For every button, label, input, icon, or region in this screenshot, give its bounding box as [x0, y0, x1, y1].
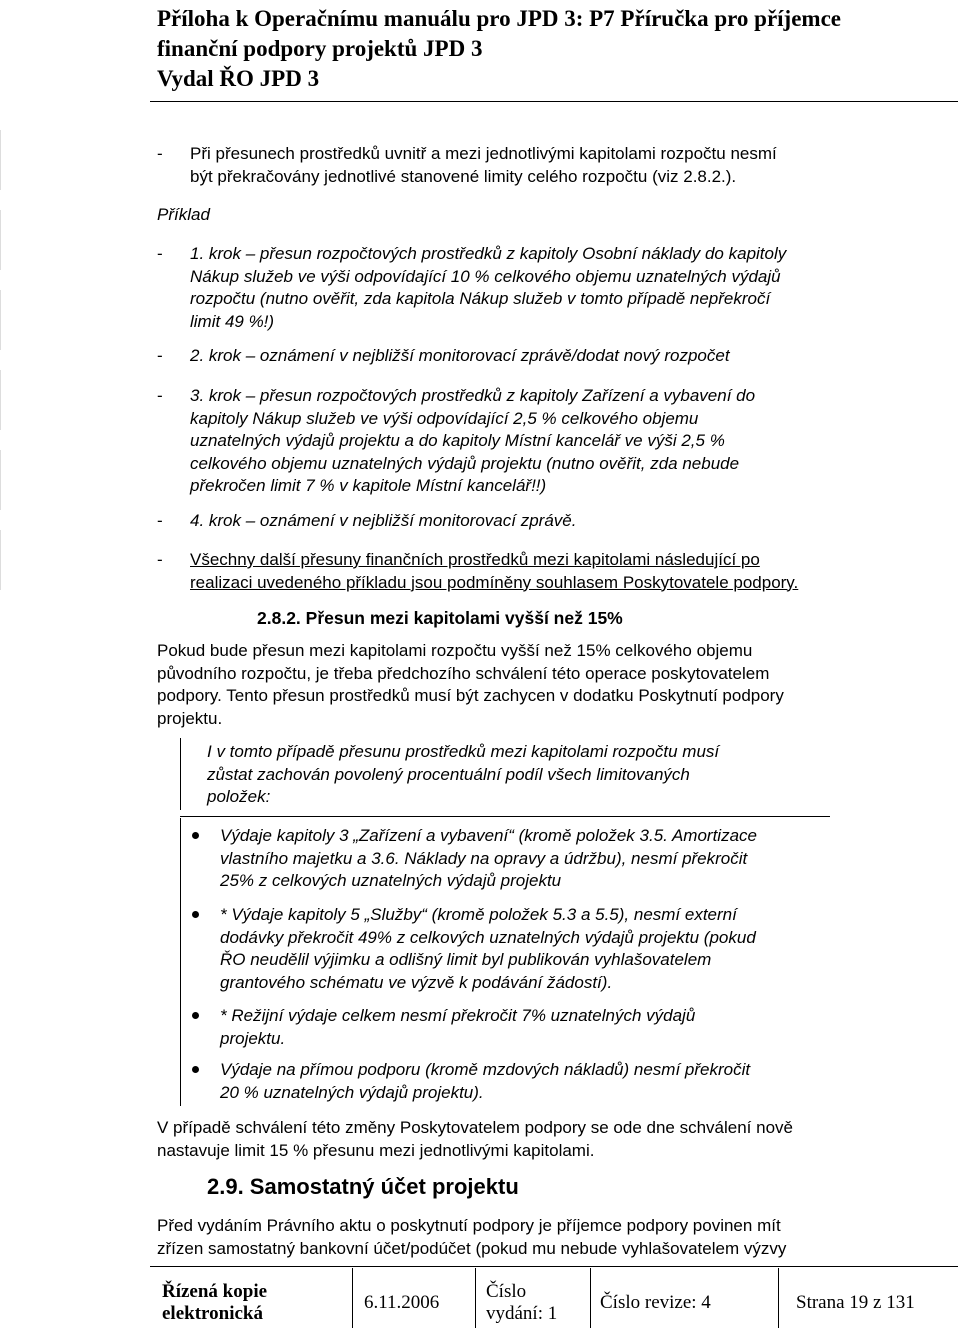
example-title: Příklad	[157, 205, 210, 224]
box-line2: zůstat zachován povolený procentuální podíl všech limitovaných	[207, 764, 690, 784]
box-left-border-upper	[180, 738, 181, 810]
approval-paragraph	[157, 1117, 887, 1162]
footer-date: 6.11.2006	[364, 1292, 440, 1313]
item2-line2: dodávky překročit 49% z celkových uznatelných výdajů projektu (pokud	[220, 927, 756, 947]
dash-marker: -	[157, 511, 163, 530]
footer-divider	[150, 1266, 958, 1267]
box-line1: I v tomto případě přesunu prostředků mezi kapitolami rozpočtu musí	[207, 742, 720, 761]
step1-line1: 1. krok – přesun rozpočtových prostředků z kapitoly Osobní náklady do kapitoly	[190, 244, 787, 263]
bullet-dot	[192, 1066, 199, 1073]
section-2-8-2-paragraph	[157, 640, 887, 730]
after-line1: V případě schválení této změny Poskytovatelem podpory se ode dne schválení nově	[157, 1118, 793, 1137]
example-step4: 4. krok – oznámení v nejbližší monitorovací zprávě.	[190, 511, 577, 530]
limit-item-3	[220, 1005, 830, 1050]
step1-line3: rozpočtu (nutno ověřit, zda kapitola Nákup služeb v tomto případě nepřekročí	[190, 289, 771, 308]
item2-line1: * Výdaje kapitoly 5 „Služby“ (kromě položek 5.3 a 5.5), nesmí externí	[220, 905, 737, 924]
step3-line4: celkového objemu uznatelných výdajů projektu (nutno ověřit, zda nebude	[190, 453, 740, 473]
limit-item-2	[220, 904, 830, 994]
after-line2: nastavuje limit 15 % přesunu mezi jednotlivými kapitolami.	[157, 1140, 595, 1160]
footer-copy-line1: Řízená kopie	[162, 1281, 268, 1302]
s29-line1: Před vydáním Právního aktu o poskytnutí podpory je příjemce podpory povinen mít	[157, 1216, 781, 1235]
limit-item-1	[220, 825, 830, 893]
footer-separator	[352, 1268, 353, 1328]
limits-paragraph	[190, 143, 880, 188]
limits-box-intro	[207, 741, 829, 809]
s282-line2: původního rozpočtu, je třeba předchozího schválení této operace poskytovatelem	[157, 663, 770, 683]
dash-marker: -	[157, 550, 163, 569]
section-heading-2-8-2: 2.8.2. Přesun mezi kapitolami vyšší než 15%	[257, 608, 623, 628]
step3-line5: překročen limit 7 % v kapitole Místní kancelář!!)	[190, 476, 547, 495]
other-transfers-note	[190, 549, 890, 594]
box-separator	[180, 816, 830, 817]
item3-line1: * Režijní výdaje celkem nesmí překročit 7% uznatelných výdajů	[220, 1006, 696, 1025]
step1-line4: limit 49 %!)	[190, 311, 275, 331]
footer-issue-number	[486, 1281, 557, 1325]
item4-line1: Výdaje na přímou podporu (kromě mzdových nákladů) nesmí překročit	[220, 1060, 751, 1079]
s29-line2: zřízen samostatný bankovní účet/podúčet (pokud mu nebude vyhlašovatelem výzvy	[157, 1238, 787, 1258]
limit-item-4	[220, 1059, 830, 1104]
footer-copy-line2: elektronická	[162, 1303, 263, 1324]
header-issuer: Vydal ŘO JPD 3	[157, 66, 320, 91]
step3-line3: uznatelných výdajů projektu a do kapitoly Místní kancelář ve výši 2,5 %	[190, 431, 725, 450]
example-step2: 2. krok – oznámení v nejbližší monitorovací zprávě/dodat nový rozpočet	[190, 346, 730, 365]
item4-line2: 20 % uznatelných výdajů projektu).	[220, 1082, 484, 1102]
footer-revision: Číslo revize: 4	[600, 1292, 711, 1313]
s282-line1: Pokud bude přesun mezi kapitolami rozpočtu vyšší než 15% celkového objemu	[157, 641, 753, 660]
footer-separator	[778, 1268, 779, 1328]
header-title-line2: finanční podpory projektů JPD 3	[157, 36, 483, 61]
document-header	[157, 4, 957, 94]
header-title-line1: Příloha k Operačnímu manuálu pro JPD 3: P7 Příručka pro příjemce	[157, 6, 842, 31]
bullet-dot	[192, 1012, 199, 1019]
dash-marker: -	[157, 144, 163, 163]
item1-line3: 25% z celkových uznatelných výdajů projektu	[220, 871, 562, 890]
item1-line1: Výdaje kapitoly 3 „Zařízení a vybavení“ (kromě položek 3.5. Amortizace	[220, 826, 757, 845]
footer-separator	[475, 1268, 476, 1328]
dash-marker: -	[157, 386, 163, 405]
footer-page-number: Strana 19 z 131	[796, 1292, 915, 1313]
margin-marks	[0, 130, 10, 600]
step3-line1: 3. krok – přesun rozpočtových prostředků z kapitoly Zařízení a vybavení do	[190, 386, 756, 405]
step1-line2: Nákup služeb ve výši odpovídající 10 % celkového objemu uznatelných výdajů	[190, 266, 781, 286]
step3-line2: kapitoly Nákup služeb ve výši odpovídající 2,5 % celkového objemu	[190, 408, 699, 428]
example-step3	[190, 385, 880, 498]
dash-marker: -	[157, 244, 163, 263]
s282-line4: projektu.	[157, 708, 223, 728]
box-left-border-lower	[180, 818, 181, 1106]
item1-line2: vlastního majetku a 3.6. Náklady na opravy a údržbu), nesmí překročit	[220, 848, 748, 868]
footer-issue-line2: vydání: 1	[486, 1303, 558, 1324]
bullet-dot	[192, 832, 199, 839]
item2-line4: grantového schématu ve výzvě k podávání žádostí).	[220, 972, 613, 992]
s282-line3: podpory. Tento přesun prostředků musí být zachycen v dodatku Poskytnutí podpory	[157, 686, 784, 705]
section-heading-2-9: 2.9. Samostatný účet projektu	[207, 1174, 519, 1199]
footer-separator	[590, 1268, 591, 1328]
box-line3: položek:	[207, 787, 271, 806]
section-2-9-paragraph	[157, 1215, 887, 1260]
dash-marker: -	[157, 346, 163, 365]
example-step1	[190, 243, 880, 333]
other-line1: Všechny další přesuny finančních prostředků mezi kapitolami následující po	[190, 550, 760, 569]
header-divider	[150, 101, 958, 102]
item2-line3: ŘO neudělil výjimku a odlišný limit byl publikován vyhlašovatelem	[220, 950, 712, 969]
item3-line2: projektu.	[220, 1028, 286, 1048]
limits-line2: být překračovány jednotlivé stanovené limity celého rozpočtu (viz 2.8.2.).	[190, 166, 737, 186]
limits-line1: Při přesunech prostředků uvnitř a mezi jednotlivými kapitolami rozpočtu nesmí	[190, 144, 777, 163]
footer-copy-status	[162, 1281, 267, 1325]
bullet-dot	[192, 911, 199, 918]
other-line2: realizaci uvedeného příkladu jsou podmíněny souhlasem Poskytovatele podpory.	[190, 572, 799, 592]
footer-issue-line1: Číslo	[486, 1281, 527, 1302]
